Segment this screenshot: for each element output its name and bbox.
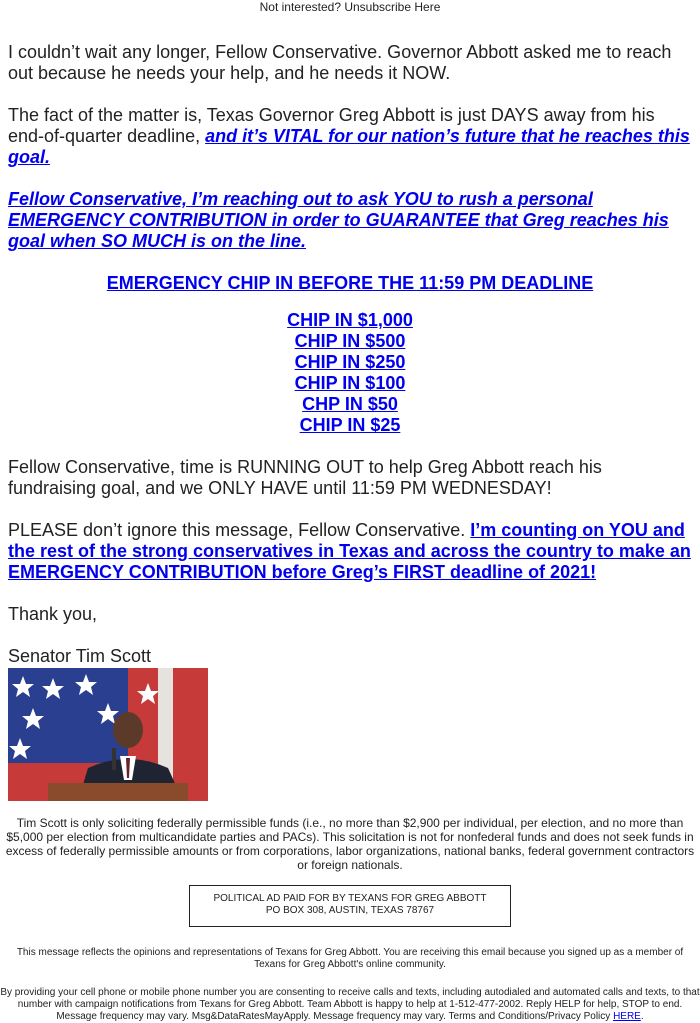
cta-headline [8, 273, 692, 294]
chip-in-25-link[interactable]: CHIP IN $25 [299, 415, 401, 435]
intro-paragraph-3 [8, 189, 692, 252]
senator-photo-image [8, 668, 208, 801]
chip-in-100-link[interactable]: CHIP IN $100 [294, 373, 406, 393]
solicitation-disclaimer: Tim Scott is only soliciting federally permissible funds (i.e., no more than $2,900 per individual, per election, and no more than $5,000 per election from multicandidate parties and PACs). This solicitation is not for nonfederal funds and does not seek funds in excess of federally permissible amounts or from corporations, labor organizations, national banks, federal government contractors or foreign nationals. [5, 816, 695, 872]
intro-paragraph-1: I couldn’t wait any longer, Fellow Conservative. Governor Abbott asked me to reach out because he needs your help, and he needs it NOW. [8, 42, 672, 83]
privacy-policy-link[interactable]: HERE [613, 1011, 641, 1022]
deadline-headline-link[interactable]: EMERGENCY CHIP IN BEFORE THE 11:59 PM DEADLINE [106, 273, 594, 293]
counting-on-you-link[interactable]: I’m counting on YOU and the rest of the strong conservatives in Texas and across the country to make an EMERGENCY CONTRIBUTION before Greg’s FIRST deadline of 2021! [8, 520, 691, 582]
intro-paragraph-2-text: The fact of the matter is, Texas Governor Greg Abbott is just DAYS away from his end-of-quarter deadline, [8, 105, 655, 146]
closing-paragraph-2-text: PLEASE don’t ignore this message, Fellow Conservative. [8, 520, 471, 540]
chip-in-500-link[interactable]: CHIP IN $500 [294, 331, 406, 351]
thank-you-text: Thank you, [8, 604, 98, 624]
closing-paragraph-2 [8, 520, 692, 583]
emergency-contribution-link[interactable]: Fellow Conservative, I’m reaching out to ask YOU to rush a personal EMERGENCY CONTRIBUTION in order to GUARANTEE that Greg reaches his goal when SO MUCH is on the line. [8, 189, 669, 251]
paid-for-line-1: POLITICAL AD PAID FOR BY TEXANS FOR GREG ABBOTT [213, 893, 487, 904]
vital-goal-link[interactable]: and it’s VITAL for our nation’s future that he reaches this goal. [8, 126, 690, 167]
sms-consent-end: . [640, 1011, 644, 1022]
sms-consent-notice [0, 987, 700, 1023]
closing-paragraph-1: Fellow Conservative, time is RUNNING OUT to help Greg Abbott reach his fundraising goal, and we ONLY HAVE until 11:59 PM WEDNESDAY! [8, 457, 602, 498]
paid-for-box [189, 885, 511, 927]
signature-name: Senator Tim Scott [8, 646, 152, 666]
intro-paragraph-2 [8, 105, 692, 168]
senator-photo [8, 668, 208, 801]
email-body [0, 42, 700, 801]
sms-consent-text: By providing your cell phone or mobile phone number you are consenting to receive calls and texts, including autodialed and automated calls and texts, to that number with campaign notifications from Texans for Greg Abbott. Team Abbott is happy to help at 1-512-477-2002. Reply HELP for help, STOP to end. Message frequency may vary. Msg&DataRatesMayApply. Message frequency may vary. Terms and Conditions/Privacy Policy [0, 987, 700, 1022]
paid-for-line-2: PO BOX 308, AUSTIN, TEXAS 78767 [265, 905, 435, 916]
chip-in-1000-link[interactable]: CHIP IN $1,000 [287, 310, 413, 330]
chip-in-list [8, 310, 692, 436]
unsubscribe-link[interactable]: Not interested? Unsubscribe Here [259, 0, 441, 14]
unsubscribe-bar [0, 0, 700, 16]
chip-in-50-link[interactable]: CHP IN $50 [302, 394, 398, 414]
opinions-notice: This message reflects the opinions and representations of Texans for Greg Abbott. You are receiving this email because you signed up as a member of Texans for Greg Abbott's online community. [16, 947, 684, 970]
chip-in-250-link[interactable]: CHIP IN $250 [294, 352, 406, 372]
